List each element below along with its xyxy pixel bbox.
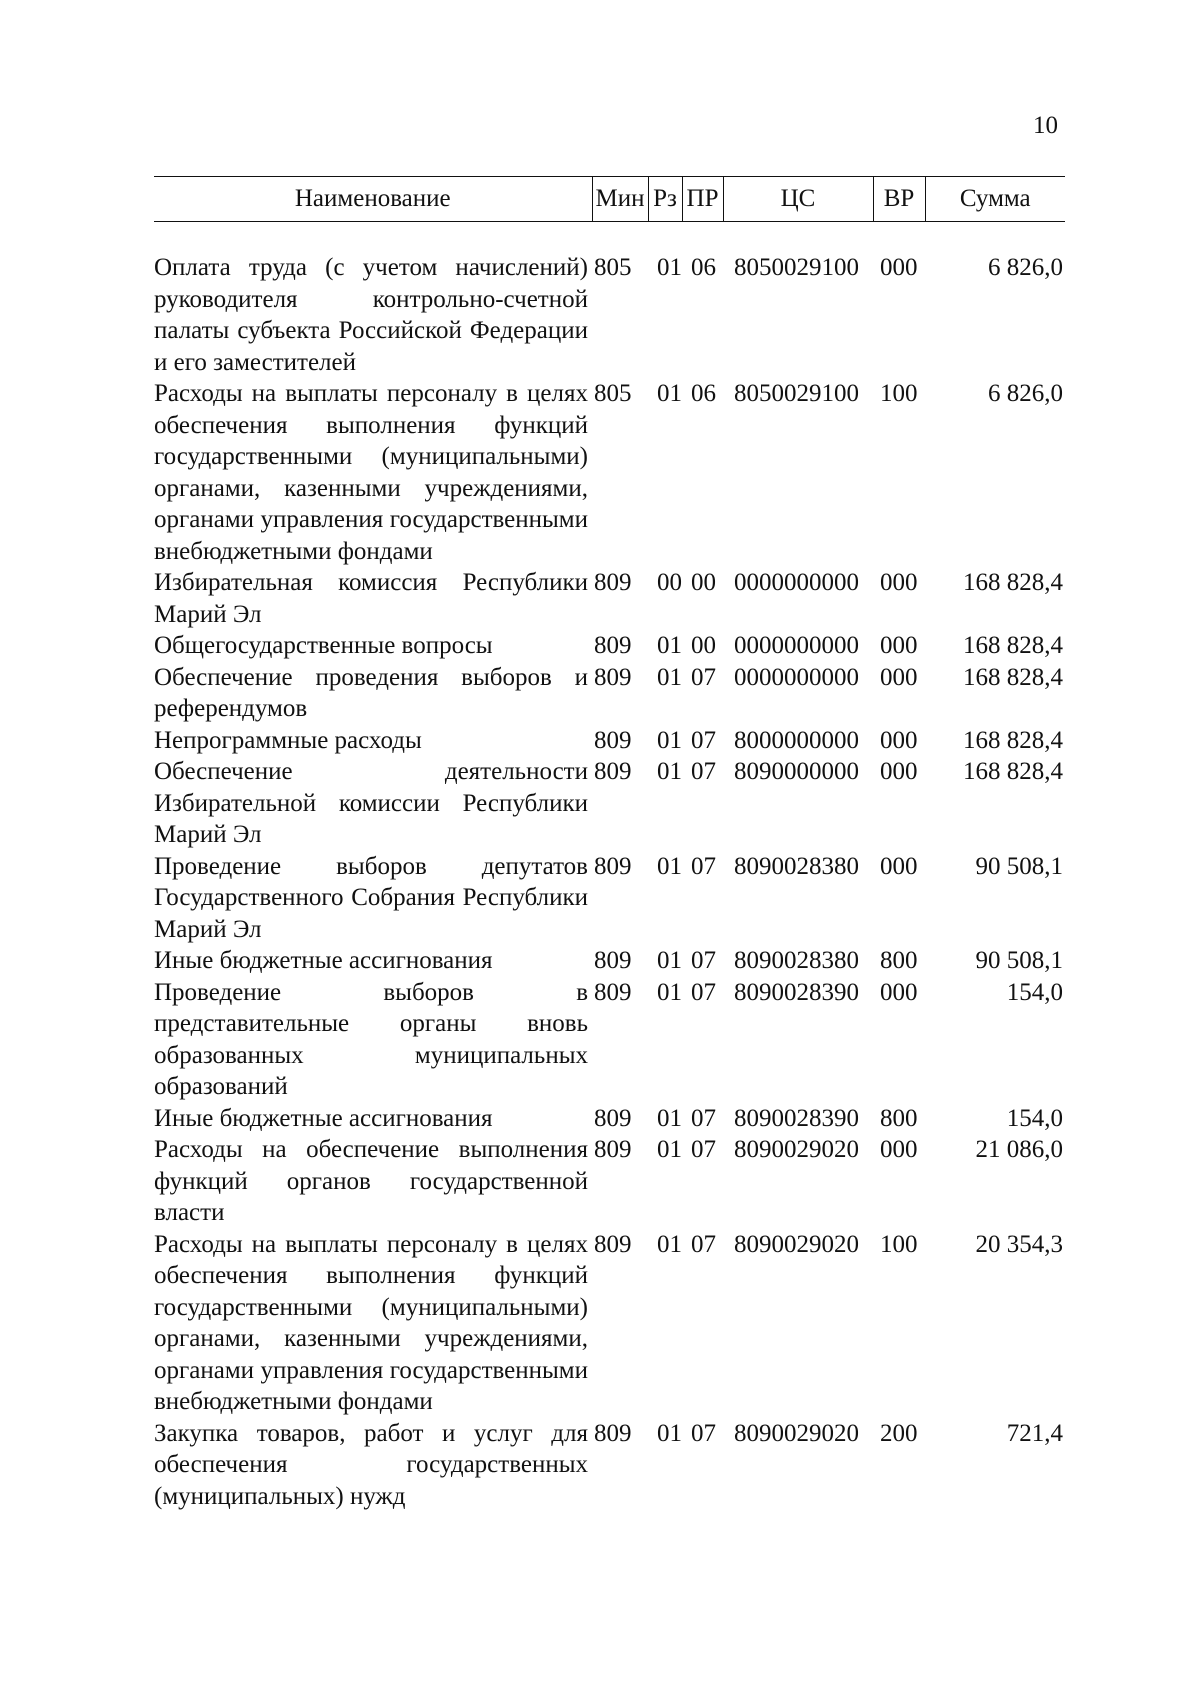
cell-cs: 8090029020 <box>734 1136 859 1163</box>
table-body <box>154 222 1065 1513</box>
cell-vr: 100 <box>880 1230 918 1258</box>
cell-cs: 0000000000 <box>734 663 859 691</box>
cell-vr: 000 <box>880 569 918 596</box>
cell-rz: 01 <box>657 978 682 1006</box>
page-number: 10 <box>1033 112 1058 139</box>
header-pr: ПР <box>682 177 723 222</box>
cell-min: 809 <box>594 726 632 754</box>
cell-vr: 000 <box>880 852 918 880</box>
cell-vr: 800 <box>880 1104 918 1132</box>
table-row <box>154 945 1065 977</box>
cell-min: 809 <box>594 978 632 1006</box>
cell-vr: 000 <box>880 1136 918 1163</box>
cell-cs: 8090029020 <box>734 1419 859 1447</box>
cell-sum: 168 828,4 <box>963 569 1063 596</box>
cell-name: Иные бюджетные ассигнования <box>154 947 493 974</box>
cell-sum: 721,4 <box>1006 1419 1063 1447</box>
header-spacer <box>154 222 1065 253</box>
cell-vr: 000 <box>880 726 918 754</box>
cell-name: Закупка товаров, работ и услуг для обеспечения государственных (муниципальных) нужд <box>154 1419 588 1510</box>
cell-min: 809 <box>594 663 632 691</box>
cell-min: 805 <box>594 380 632 407</box>
cell-name: Избирательная комиссия Республики Марий Эл <box>154 569 588 628</box>
cell-name: Иные бюджетные ассигнования <box>154 1104 493 1132</box>
cell-sum: 168 828,4 <box>963 632 1063 659</box>
cell-pr: 07 <box>691 758 716 785</box>
cell-rz: 01 <box>657 663 682 691</box>
cell-rz: 01 <box>657 380 682 407</box>
cell-name: Расходы на обеспечение выполнения функций органов государственной власти <box>154 1136 588 1226</box>
cell-vr: 800 <box>880 947 918 974</box>
cell-sum: 168 828,4 <box>963 758 1063 785</box>
cell-vr: 200 <box>880 1419 918 1447</box>
cell-name: Расходы на выплаты персоналу в целях обеспечения выполнения функций государственными (муниципальными) органами, казенными учреждениями, органами управления государственными внебюджетными фондами <box>154 1230 588 1415</box>
cell-min: 809 <box>594 1104 632 1132</box>
cell-cs: 0000000000 <box>734 569 859 596</box>
header-min: Мин <box>592 177 648 222</box>
cell-name: Обеспечение деятельности Избирательной комиссии Республики Марий Эл <box>154 758 588 848</box>
table-row <box>154 1229 1065 1418</box>
cell-sum: 6 826,0 <box>988 254 1063 281</box>
cell-rz: 01 <box>657 1104 682 1132</box>
cell-cs: 8090028380 <box>734 852 859 880</box>
cell-pr: 07 <box>691 1104 716 1132</box>
cell-sum: 90 508,1 <box>975 947 1063 974</box>
cell-min: 809 <box>594 569 632 596</box>
cell-cs: 8090000000 <box>734 758 859 785</box>
cell-pr: 07 <box>691 947 716 974</box>
cell-cs: 8050029100 <box>734 380 859 407</box>
table-row <box>154 630 1065 662</box>
cell-pr: 07 <box>691 663 716 691</box>
cell-name: Расходы на выплаты персоналу в целях обеспечения выполнения функций государственными (муниципальными) органами, казенными учреждениями, органами управления государственными внебюджетными фондами <box>154 380 588 565</box>
cell-pr: 00 <box>691 632 716 659</box>
header-cs: ЦС <box>723 177 873 222</box>
cell-pr: 07 <box>691 1419 716 1447</box>
cell-min: 805 <box>594 254 632 281</box>
table-row <box>154 851 1065 946</box>
cell-rz: 01 <box>657 254 682 281</box>
cell-cs: 8090028380 <box>734 947 859 974</box>
cell-rz: 01 <box>657 1419 682 1447</box>
cell-name: Проведение выборов депутатов Государственного Собрания Республики Марий Эл <box>154 852 588 943</box>
cell-sum: 154,0 <box>1006 1104 1063 1132</box>
header-sum: Сумма <box>925 177 1065 222</box>
cell-sum: 154,0 <box>1006 978 1063 1006</box>
cell-vr: 100 <box>880 380 918 407</box>
cell-name: Оплата труда (с учетом начислений) руководителя контрольно-счетной палаты субъекта Российской Федерации и его заместителей <box>154 254 588 376</box>
table-row <box>154 567 1065 630</box>
cell-vr: 000 <box>880 978 918 1006</box>
table-row <box>154 378 1065 567</box>
cell-rz: 01 <box>657 852 682 880</box>
cell-pr: 06 <box>691 254 716 281</box>
cell-rz: 01 <box>657 758 682 785</box>
cell-cs: 8050029100 <box>734 254 859 281</box>
cell-rz: 01 <box>657 632 682 659</box>
cell-pr: 06 <box>691 380 716 407</box>
cell-min: 809 <box>594 852 632 880</box>
table-row <box>154 756 1065 851</box>
cell-rz: 01 <box>657 726 682 754</box>
cell-pr: 00 <box>691 569 716 596</box>
cell-vr: 000 <box>880 758 918 785</box>
cell-min: 809 <box>594 758 632 785</box>
cell-cs: 8090028390 <box>734 1104 859 1132</box>
cell-pr: 07 <box>691 978 716 1006</box>
cell-vr: 000 <box>880 663 918 691</box>
cell-name: Обеспечение проведения выборов и референдумов <box>154 663 588 722</box>
cell-sum: 6 826,0 <box>988 380 1063 407</box>
cell-cs: 0000000000 <box>734 632 859 659</box>
cell-sum: 90 508,1 <box>975 852 1063 880</box>
cell-sum: 168 828,4 <box>963 726 1063 754</box>
cell-vr: 000 <box>880 254 918 281</box>
cell-pr: 07 <box>691 1136 716 1163</box>
table-row <box>154 1103 1065 1135</box>
cell-pr: 07 <box>691 852 716 880</box>
cell-cs: 8090028390 <box>734 978 859 1006</box>
cell-cs: 8090029020 <box>734 1230 859 1258</box>
table-row <box>154 252 1065 378</box>
cell-name: Непрограммные расходы <box>154 726 422 754</box>
table-header <box>154 177 1065 222</box>
cell-rz: 00 <box>657 569 682 596</box>
table-row <box>154 1418 1065 1513</box>
header-name: Наименование <box>154 177 592 222</box>
cell-min: 809 <box>594 632 632 659</box>
cell-cs: 8000000000 <box>734 726 859 754</box>
budget-table <box>154 176 1065 1512</box>
header-rz: Рз <box>648 177 682 222</box>
cell-rz: 01 <box>657 1230 682 1258</box>
cell-rz: 01 <box>657 947 682 974</box>
header-vr: ВР <box>873 177 925 222</box>
cell-rz: 01 <box>657 1136 682 1163</box>
cell-name: Общегосударственные вопросы <box>154 632 493 659</box>
table-row <box>154 662 1065 725</box>
cell-vr: 000 <box>880 632 918 659</box>
cell-min: 809 <box>594 1136 632 1163</box>
cell-name: Проведение выборов в представительные органы вновь образованных муниципальных образований <box>154 978 588 1100</box>
cell-sum: 168 828,4 <box>963 663 1063 691</box>
cell-min: 809 <box>594 1419 632 1447</box>
cell-min: 809 <box>594 947 632 974</box>
cell-sum: 21 086,0 <box>975 1136 1063 1163</box>
table-row <box>154 977 1065 1103</box>
table-row <box>154 725 1065 757</box>
table-row <box>154 1134 1065 1229</box>
cell-pr: 07 <box>691 1230 716 1258</box>
cell-min: 809 <box>594 1230 632 1258</box>
cell-pr: 07 <box>691 726 716 754</box>
cell-sum: 20 354,3 <box>975 1230 1063 1258</box>
